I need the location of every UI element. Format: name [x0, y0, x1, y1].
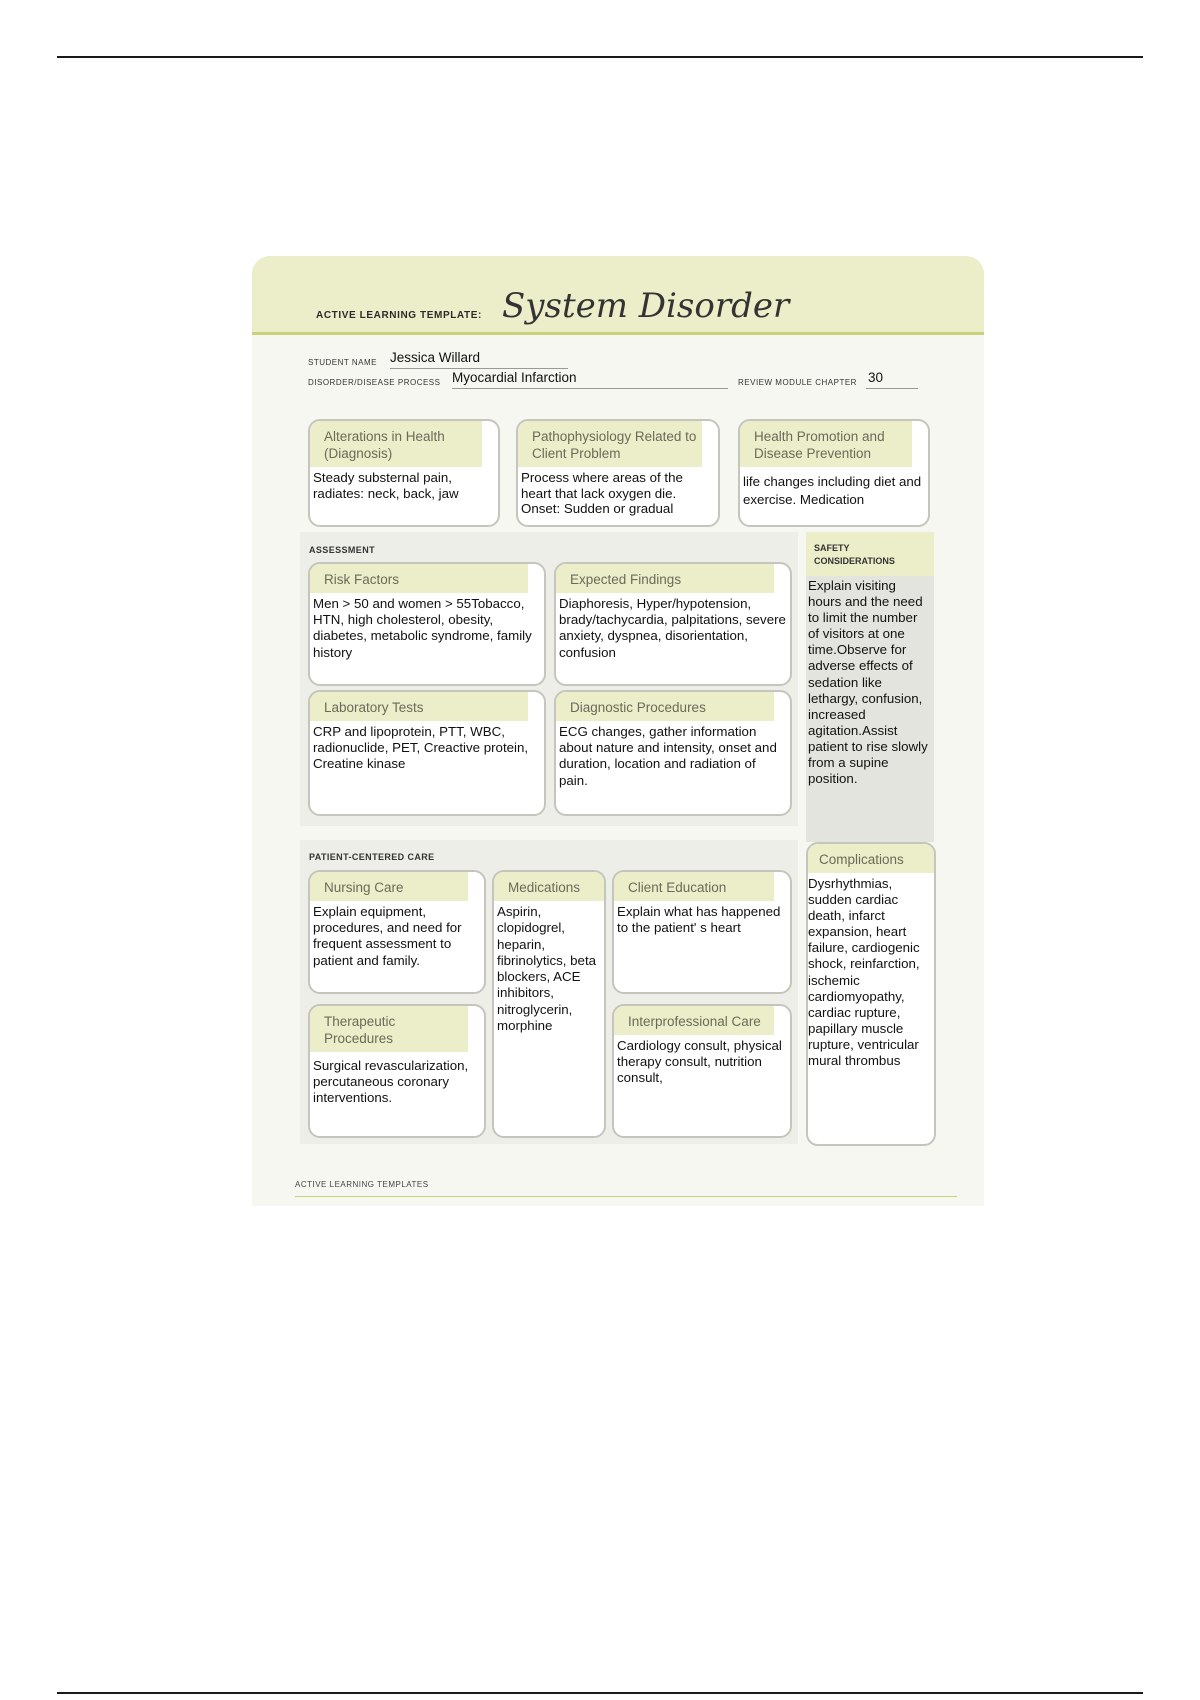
client-education-box[interactable] [612, 870, 792, 994]
complications-body: Dysrhythmias, sudden cardiac death, infarct expansion, heart failure, cardiogenic shock, reinfarction, ischemic cardiomyopathy, cardiac rupture, papillary muscle rupture, ventricular mural thrombus [808, 876, 920, 1069]
alterations-body: Steady substernal pain, radiates: neck, back, jaw [313, 470, 459, 502]
nursing-care-title: Nursing Care [310, 872, 468, 901]
client-education-title: Client Education [614, 872, 774, 901]
health-promotion-title: Health Promotion and Disease Prevention [740, 421, 912, 467]
alterations-box[interactable] [308, 419, 500, 527]
interprofessional-care-body: Cardiology consult, physical therapy consult, nutrition consult, [617, 1038, 782, 1086]
template-big-title: System Disorder [502, 286, 790, 326]
safety-header [806, 532, 934, 576]
page-top-rule [57, 56, 1143, 58]
student-name-underline [390, 368, 568, 369]
nursing-care-box[interactable] [308, 870, 486, 994]
health-promotion-body: life changes including diet and exercise. Medication [743, 474, 922, 507]
footer-rule [295, 1196, 957, 1197]
safety-body[interactable]: Explain visiting hours and the need to limit the number of visitors at one time.Observe for adverse effects of sedation like lethargy, confusion, increased agitation.Assist patient to rise slowly from a supine position. [808, 578, 928, 787]
risk-factors-title: Risk Factors [310, 564, 528, 593]
footer-label: ACTIVE LEARNING TEMPLATES [295, 1180, 429, 1189]
complications-title: Complications [808, 844, 934, 873]
interprofessional-care-box[interactable] [612, 1004, 792, 1138]
medications-title: Medications [494, 872, 604, 901]
alterations-title: Alterations in Health (Diagnosis) [310, 421, 482, 467]
risk-factors-body: Men > 50 and women > 55Tobacco, HTN, high cholesterol, obesity, diabetes, metabolic syndrome, family history [313, 596, 532, 660]
lab-tests-box[interactable] [308, 690, 546, 816]
student-name-label: STUDENT NAME [308, 358, 377, 367]
medications-box[interactable] [492, 870, 606, 1138]
therapeutic-procedures-body: Surgical revascularization, percutaneous coronary interventions. [313, 1058, 469, 1106]
patient-care-label: PATIENT-CENTERED CARE [309, 852, 435, 862]
pathophysiology-body: Process where areas of the heart that lack oxygen die. Onset: Sudden or gradual [521, 470, 683, 516]
chapter-label: REVIEW MODULE CHAPTER [738, 378, 857, 387]
therapeutic-procedures-title: Therapeutic Procedures [310, 1006, 468, 1052]
diagnostic-procedures-box[interactable] [554, 690, 792, 816]
pathophysiology-title: Pathophysiology Related to Client Problem [518, 421, 702, 467]
template-banner [252, 256, 984, 335]
diagnostic-procedures-body: ECG changes, gather information about nature and intensity, onset and duration, location and radiation of pain. [559, 724, 777, 788]
expected-findings-box[interactable] [554, 562, 792, 686]
client-education-body: Explain what has happened to the patient' s heart [617, 904, 781, 936]
therapeutic-procedures-box[interactable] [308, 1004, 486, 1138]
lab-tests-title: Laboratory Tests [310, 692, 528, 721]
health-promotion-box[interactable] [738, 419, 930, 527]
risk-factors-box[interactable] [308, 562, 546, 686]
complications-box[interactable] [806, 842, 936, 1146]
student-name-field[interactable] [308, 352, 568, 370]
diagnostic-procedures-title: Diagnostic Procedures [556, 692, 774, 721]
nursing-care-body: Explain equipment, procedures, and need for frequent assessment to patient and family. [313, 904, 462, 968]
chapter-field[interactable] [738, 372, 922, 390]
medications-body: Aspirin, clopidogrel, heparin, fibrinolytics, beta blockers, ACE inhibitors, nitroglycerin, morphine [497, 904, 597, 1034]
student-name-value: Jessica Willard [390, 350, 481, 365]
pathophysiology-box[interactable] [516, 419, 720, 527]
lab-tests-body: CRP and lipoprotein, PTT, WBC, radionuclide, PET, Creactive protein, Creatine kinase [313, 724, 529, 772]
page-bottom-rule [57, 1692, 1143, 1694]
disorder-value: Myocardial Infarction [452, 370, 577, 385]
template-small-title: ACTIVE LEARNING TEMPLATE: [316, 310, 482, 321]
interprofessional-care-title: Interprofessional Care [614, 1006, 774, 1035]
chapter-value: 30 [868, 370, 884, 385]
safety-label: SAFETY CONSIDERATIONS [814, 543, 895, 566]
disorder-field[interactable] [308, 372, 728, 390]
disorder-underline [452, 388, 728, 389]
disorder-label: DISORDER/DISEASE PROCESS [308, 378, 441, 387]
expected-findings-title: Expected Findings [556, 564, 774, 593]
assessment-label: ASSESSMENT [309, 545, 376, 555]
expected-findings-body: Diaphoresis, Hyper/hypotension, brady/tachycardia, palpitations, severe anxiety, dyspnea, disorientation, confusion [559, 596, 786, 660]
chapter-underline [866, 388, 918, 389]
